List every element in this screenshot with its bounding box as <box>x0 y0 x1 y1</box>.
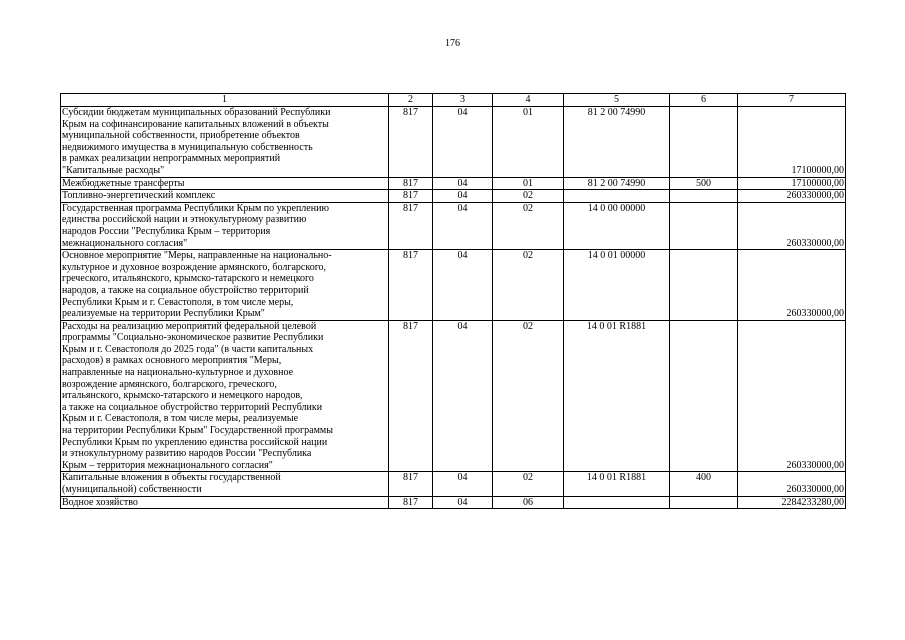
cell-name <box>61 320 389 472</box>
cell-name-line: направленные на национально-культурное и духовное <box>62 367 294 379</box>
cell-name-line: Капитальные вложения в объекты государственной <box>62 472 281 484</box>
table-row <box>61 320 846 472</box>
cell-subsection: 02 <box>493 250 564 321</box>
cell-name-line: муниципальной собственности, приобретение объектов <box>62 130 300 142</box>
table-row <box>61 472 846 496</box>
cell-section: 04 <box>433 250 493 321</box>
cell-subsection: 06 <box>493 496 564 509</box>
cell-grbs: 817 <box>389 107 433 178</box>
table-body <box>61 107 846 509</box>
cell-name-line: Государственная программа Республики Крым по укреплению <box>62 202 329 214</box>
cell-amount: 17100000,00 <box>738 107 846 178</box>
cell-name-line: "Капитальные расходы" <box>62 164 165 176</box>
table-row <box>61 107 846 178</box>
cell-name-line: Топливно-энергетический комплекс <box>62 190 216 202</box>
cell-name-line: возрождение армянского, болгарского, греческого, <box>62 378 277 390</box>
cell-name-line: и этнокультурному развитию народов России "Республика <box>62 448 312 460</box>
cell-name-line: итальянского, крымско-татарского и немецкого народов, <box>62 390 303 402</box>
cell-name-line: межнационального согласия" <box>62 237 188 249</box>
budget-table <box>60 93 846 509</box>
header-col-3: 3 <box>433 94 493 107</box>
table-row <box>61 177 846 190</box>
cell-amount: 260330000,00 <box>738 202 846 249</box>
table-row <box>61 190 846 203</box>
cell-section: 04 <box>433 496 493 509</box>
cell-name-line: Водное хозяйство <box>62 496 138 508</box>
cell-target-article <box>564 496 670 509</box>
cell-expense-type: 500 <box>670 177 738 190</box>
cell-grbs: 817 <box>389 250 433 321</box>
cell-subsection: 01 <box>493 107 564 178</box>
cell-grbs: 817 <box>389 190 433 203</box>
table-row <box>61 496 846 509</box>
header-col-2: 2 <box>389 94 433 107</box>
cell-target-article <box>564 190 670 203</box>
header-col-6: 6 <box>670 94 738 107</box>
cell-name-line: Крым – территория межнационального согласия" <box>62 459 273 471</box>
cell-section: 04 <box>433 202 493 249</box>
cell-section: 04 <box>433 107 493 178</box>
cell-name-line: в рамках реализации непрограммных мероприятий <box>62 153 281 165</box>
cell-name <box>61 472 389 496</box>
header-col-7: 7 <box>738 94 846 107</box>
cell-expense-type <box>670 320 738 472</box>
cell-grbs: 817 <box>389 177 433 190</box>
cell-amount: 2284233280,00 <box>738 496 846 509</box>
cell-name-line: (муниципальной) собственности <box>62 484 202 495</box>
cell-name-line: расходов) в рамках основного мероприятия "Меры, <box>62 355 282 367</box>
cell-section: 04 <box>433 177 493 190</box>
cell-amount: 260330000,00 <box>738 320 846 472</box>
cell-amount: 17100000,00 <box>738 177 846 190</box>
cell-name-line: Крым на софинансирование капитальных вложений в объекты <box>62 118 329 130</box>
cell-section: 04 <box>433 320 493 472</box>
cell-subsection: 02 <box>493 190 564 203</box>
cell-name <box>61 107 389 178</box>
cell-expense-type <box>670 496 738 509</box>
cell-target-article: 81 2 00 74990 <box>564 177 670 190</box>
cell-name-line: Субсидии бюджетам муниципальных образований Республики <box>62 107 331 118</box>
cell-subsection: 01 <box>493 177 564 190</box>
cell-name <box>61 250 389 321</box>
cell-name-line: Расходы на реализацию мероприятий федеральной целевой <box>62 320 317 332</box>
cell-section: 04 <box>433 472 493 496</box>
cell-target-article: 14 0 01 R1881 <box>564 472 670 496</box>
cell-name <box>61 202 389 249</box>
cell-name-line: недвижимого имущества в муниципальную собственность <box>62 141 313 153</box>
cell-name-line: а также на социальное обустройство территорий Республики <box>62 401 323 413</box>
cell-target-article: 14 0 01 R1881 <box>564 320 670 472</box>
cell-grbs: 817 <box>389 320 433 472</box>
cell-name-line: Крым и г. Севастополя до 2025 года" (в части капитальных <box>62 343 314 355</box>
cell-target-article: 81 2 00 74990 <box>564 107 670 178</box>
cell-name <box>61 496 389 509</box>
cell-name-line: Крым и г. Севастополя, в том числе меры, реализуемые <box>62 413 299 425</box>
table-row <box>61 202 846 249</box>
cell-target-article: 14 0 01 00000 <box>564 250 670 321</box>
cell-expense-type <box>670 190 738 203</box>
cell-name-line: народов, а также на социальное обустройство территорий <box>62 284 309 296</box>
cell-section: 04 <box>433 190 493 203</box>
cell-name <box>61 190 389 203</box>
cell-name-line: народов России "Республика Крым – территория <box>62 225 271 237</box>
cell-name-line: Основное мероприятие "Меры, направленные на национально- <box>62 250 332 262</box>
cell-grbs: 817 <box>389 202 433 249</box>
cell-subsection: 02 <box>493 202 564 249</box>
cell-expense-type <box>670 107 738 178</box>
cell-expense-type <box>670 250 738 321</box>
cell-name-line: программы "Социально-экономическое развитие Республики <box>62 332 324 344</box>
cell-name-line: Республики Крым по укреплению единства российской нации <box>62 436 328 448</box>
cell-name-line: единства российской нации и этнокультурному развитию <box>62 214 307 226</box>
cell-amount: 260330000,00 <box>738 250 846 321</box>
cell-name <box>61 177 389 190</box>
cell-grbs: 817 <box>389 496 433 509</box>
cell-grbs: 817 <box>389 472 433 496</box>
cell-amount: 260330000,00 <box>738 472 846 496</box>
cell-expense-type <box>670 202 738 249</box>
cell-subsection: 02 <box>493 320 564 472</box>
header-col-4: 4 <box>493 94 564 107</box>
table-row <box>61 250 846 321</box>
cell-name-line: реализуемые на территории Республики Крым" <box>62 308 265 320</box>
cell-subsection: 02 <box>493 472 564 496</box>
table-header-row <box>61 94 846 107</box>
page-number: 176 <box>445 38 460 49</box>
cell-target-article: 14 0 00 00000 <box>564 202 670 249</box>
cell-name-line: греческого, итальянского, крымско-татарского и немецкого <box>62 273 314 285</box>
cell-name-line: на территории Республики Крым" Государственной программы <box>62 425 333 437</box>
header-col-1: 1 <box>61 94 389 107</box>
header-col-5: 5 <box>564 94 670 107</box>
cell-amount: 260330000,00 <box>738 190 846 203</box>
cell-name-line: культурное и духовное возрождение армянского, болгарского, <box>62 261 327 273</box>
cell-name-line: Межбюджетные трансферты <box>62 177 185 189</box>
cell-expense-type: 400 <box>670 472 738 496</box>
cell-name-line: Республики Крым и г. Севастополя, в том числе меры, <box>62 296 294 308</box>
